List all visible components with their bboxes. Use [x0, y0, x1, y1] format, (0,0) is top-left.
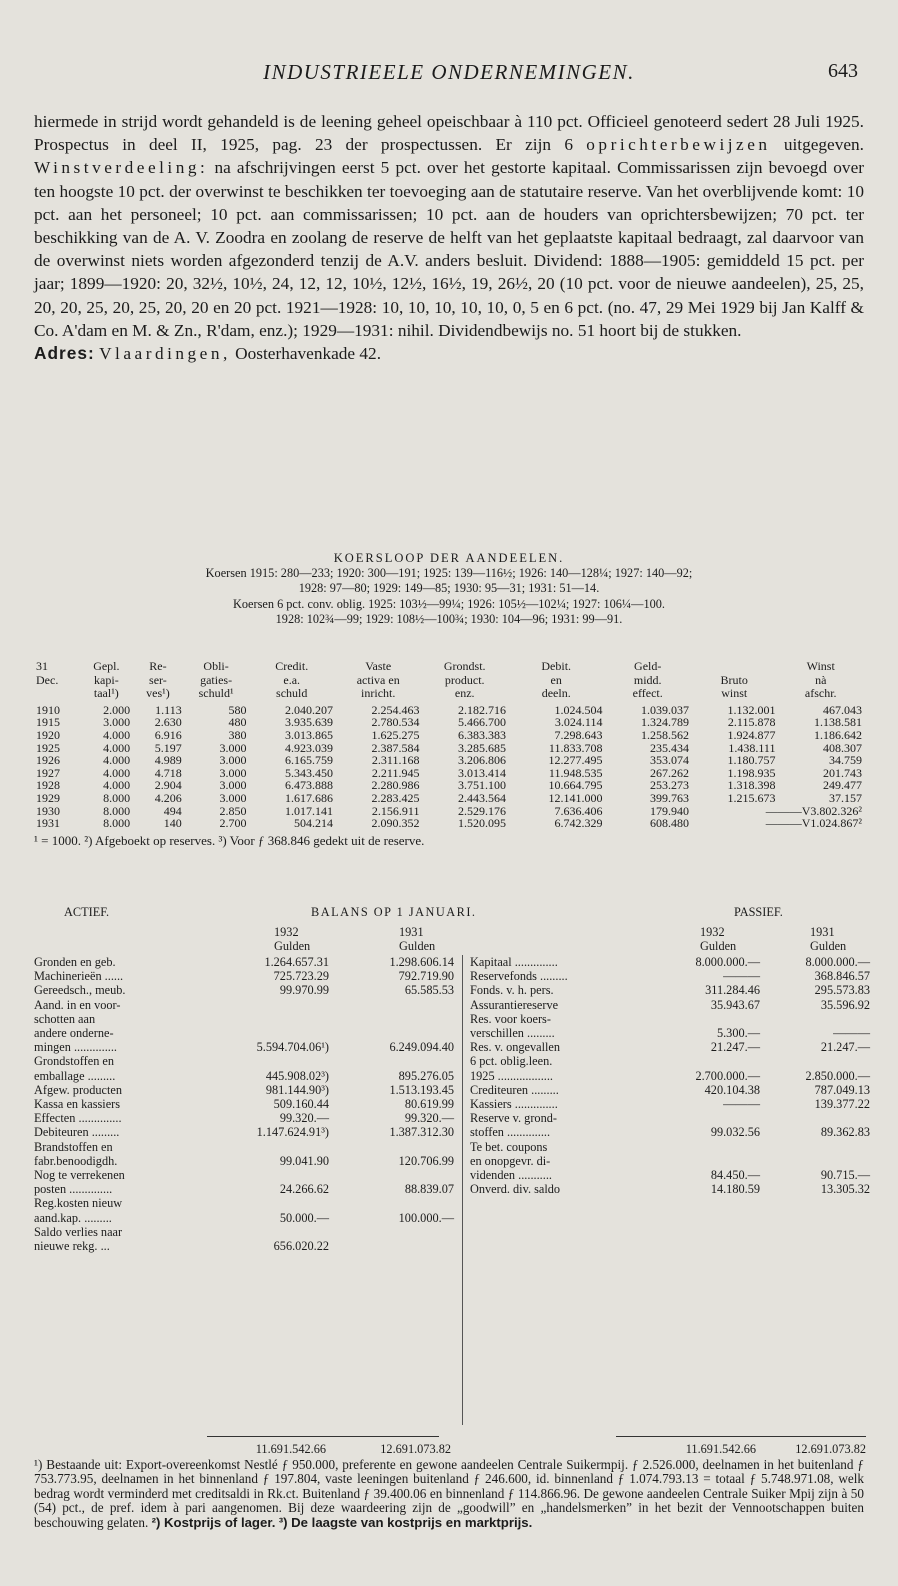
- table-cell: 1.215.673: [727, 790, 776, 805]
- table-cell: 179.940: [649, 803, 689, 818]
- balance-label: Debiteuren .........: [34, 1125, 120, 1140]
- table-row: [34, 805, 864, 818]
- column-header: schuld: [276, 686, 308, 701]
- table-cell: 4.718: [154, 765, 182, 780]
- address-line: [34, 342, 864, 365]
- balance-value-1931: 100.000.—: [398, 1210, 454, 1225]
- balance-row: [34, 1196, 462, 1224]
- column-header: Bruto: [720, 672, 748, 687]
- table-cell: 2.311.168: [371, 753, 420, 768]
- table-cell: 267.262: [649, 765, 689, 780]
- footnote-note: ²) Kostprijs of lager.: [151, 1514, 276, 1530]
- passief-label: PASSIEF.: [734, 905, 783, 919]
- balance-value-1931: 1.387.312.30: [389, 1125, 454, 1140]
- table-cell: 2.850: [219, 803, 247, 818]
- table-cell: 1.924.877: [727, 727, 776, 742]
- table-cell: 2.630: [154, 715, 182, 730]
- text-segment: hiermede in strijd wordt gehandeld is de leening geheel opeischbaar à 110 pct. Officieel genoteerd sedert 28 Juli 1925. Prospectus in deel II, 1925, pag. 23 der prospectussen. Er zijn 6: [34, 112, 864, 155]
- table-cell: 3.935.639: [284, 715, 333, 730]
- table-cell: 3.013.414: [457, 765, 506, 780]
- balance-value-1932: 8.000.000.—: [695, 955, 760, 969]
- table-cell: 1926: [36, 753, 60, 768]
- table-cell: 2.000: [103, 702, 131, 717]
- balance-value-1932: 1.264.657.31: [264, 955, 329, 969]
- balance-value-1932: 99.041.90: [279, 1153, 329, 1168]
- table-cell: 11.948.535: [548, 765, 603, 780]
- table-row: [34, 701, 864, 717]
- table-cell: 2.211.945: [371, 765, 420, 780]
- column-header: Grondst.: [443, 659, 486, 673]
- table-cell: 2.156.911: [371, 803, 420, 818]
- footnote-text: ¹) Bestaande uit: Export-overeenkomst Nestlé ƒ 950.000, preferente en gewone aandeelen Centrale Suikermpij. ƒ 2.526.000, deelnamen in het buitenland ƒ 753.773.95, deelnamen in het binnenland ƒ 197.804, vaste leeningen buitenland ƒ 246.600, id. binnenland ƒ 1.074.793.13 = totaal ƒ 5.748.971.08, welk bedrag wordt verminderd met creditsaldi in Rk.ct. Buitenland ƒ 39.400.06 en binnenland ƒ 114.866.96. De gewone aandeelen Centrale Suiker Mpij zijn à 50 (54) pct., de pref. idem à pari aangenomen. Bij deze waardeering zijn de „goodwill” en „handelsmerken” in het bezit der Vennootschappen buiten beschouwing gelaten.: [34, 1457, 864, 1530]
- balance-label: Brandstoffen en fabr.benoodigdh.: [34, 1139, 118, 1168]
- balance-row: [34, 1083, 462, 1097]
- table-cell: 1.017.141: [284, 803, 333, 818]
- table-cell: 8.000: [103, 790, 131, 805]
- koersloop-title: KOERSLOOP DER AANDEELEN.: [333, 551, 565, 565]
- table-cell: 4.000: [103, 765, 131, 780]
- table-cell: 37.157: [829, 790, 862, 805]
- column-header: activa en: [356, 672, 400, 687]
- balance-value-1931: 21.247.—: [820, 1040, 870, 1055]
- table-cell: 3.751.100: [457, 778, 506, 793]
- balance-value-1932: 2.700.000.—: [695, 1068, 760, 1083]
- table-cell: 1.039.037: [640, 702, 689, 717]
- column-header: Credit.: [275, 659, 309, 673]
- total-value: 11.691.542.66: [255, 1442, 326, 1456]
- total-rule: [207, 1436, 439, 1437]
- balance-value-1932: 725.723.29: [273, 969, 329, 984]
- balance-row: [470, 1040, 870, 1055]
- footnote-note: ³) De laagste van kostprijs en marktprijs.: [278, 1514, 533, 1530]
- table-cell: 4.923.039: [284, 740, 333, 755]
- column-header: [691, 660, 778, 674]
- balance-label: Effecten ..............: [34, 1111, 122, 1126]
- column-header: afschr.: [804, 686, 837, 701]
- actief-label: ACTIEF.: [64, 905, 110, 919]
- table-cell: 140: [163, 816, 182, 831]
- table-cell: 8.000: [103, 803, 131, 818]
- column-header: effect.: [632, 686, 663, 701]
- balance-label: Kapitaal ..............: [470, 955, 558, 969]
- balance-label: Kassa en kassiers: [34, 1097, 121, 1112]
- balance-value-1931: 88.839.07: [404, 1182, 454, 1197]
- table-cell: 504.214: [293, 816, 333, 831]
- balance-title: BALANS OP 1 JANUARI.: [311, 905, 477, 919]
- address-street: Oosterhavenkade 42.: [235, 344, 382, 364]
- balance-value-1932: 656.020.22: [273, 1239, 329, 1254]
- balance-label: Saldo verlies naar nieuwe rekg. ...: [34, 1224, 123, 1254]
- table-cell: ———V1.024.867²: [765, 816, 862, 831]
- balance-value-1931: 1.513.193.45: [389, 1082, 454, 1097]
- body-text: [34, 110, 864, 365]
- table-cell: 3.013.865: [284, 727, 333, 742]
- balance-value-1931: 1.298.606.14: [389, 955, 454, 969]
- balance-label: Crediteuren .........: [470, 1082, 559, 1097]
- table-cell: 1929: [36, 790, 60, 805]
- balance-label: Gereedsch., meub.: [34, 983, 126, 998]
- balance-value-1932: 311.284.46: [705, 983, 760, 998]
- total-rule: [616, 1436, 866, 1437]
- year-header: 1932 Gulden: [700, 925, 737, 953]
- text-segment: na afschrijvingen eerst 5 pct. over het gestorte kapitaal. Commissarissen zijn bevoegd over ten hoogste 10 pct. der overwinst te beschikken ter toevoeging aan de statutaire reserve. Van het overblijvende komt: 10 pct. aan het personeel; 10 pct. aan commissarissen; 10 pct. aan de houders van oprichtersbewijzen; 70 pct. ter beschikking van de A. V. Zoodra en zoolang de reserve de helft van het geplaatste kapitaal bedraagt, zal daarvoor van de overwinst niets worden afgezonderd tenzij de A.V. anders besluit. Dividend: 1888—1905: gemiddeld 15 pct. per jaar; 1899—1920: 20, 32½, 10½, 24, 12, 12, 10½, 12½, 16½, 19, 26½, 20 (10 pct. voor de nieuwe aandeelen), 25, 25, 20, 20, 25, 20, 25, 20, 20 en 20 pct. 1921—1928: 10, 10, 10, 10, 10, 0, 5 en 6 pct. (no. 47, 29 Mei 1929 bij Jan Kalff & Co. A'dam en M. & Zn., R'dam, enz.); 1929—1931: nihil. Dividendbewijs no. 51 hoort bij de stukken.: [34, 158, 864, 340]
- table-cell: 1.258.562: [640, 727, 689, 742]
- balance-label: Nog te verrekenen posten ..............: [34, 1168, 125, 1197]
- table-cell: 408.307: [823, 740, 862, 755]
- table-cell: 6.916: [154, 727, 182, 742]
- table-cell: 1920: [36, 727, 60, 742]
- total-value: 12.691.073.82: [380, 1442, 451, 1456]
- balance-label: Machinerieën ......: [34, 969, 124, 984]
- table-notes: ¹ = 1000. ²) Afgeboekt op reserves. ³) Voor ƒ 368.846 gedekt uit de reserve.: [34, 832, 425, 848]
- table-cell: 249.477: [823, 778, 862, 793]
- table-cell: 5.197: [154, 740, 182, 755]
- column-header: midd.: [633, 672, 662, 687]
- balance-label: Res. v. ongevallen: [470, 1040, 561, 1055]
- balance-value-1931: 89.362.83: [820, 1125, 870, 1140]
- balance-sheet: [34, 905, 870, 1445]
- footnote: [34, 1458, 864, 1530]
- column-header: en: [550, 672, 562, 687]
- balance-value-1931: 35.596.92: [820, 997, 870, 1012]
- table-cell: 608.480: [649, 816, 689, 831]
- balance-value-1932: 981.144.90³): [265, 1082, 329, 1097]
- table-row: [34, 817, 864, 830]
- balance-value-1932: 84.450.—: [710, 1168, 760, 1183]
- table-cell: 1915: [36, 715, 60, 730]
- column-header: taal¹): [93, 686, 119, 701]
- column-header: ser-: [149, 672, 167, 687]
- table-cell: 7.636.406: [554, 803, 603, 818]
- spaced-term: Winstverdeeling:: [34, 158, 209, 178]
- balance-row: [470, 997, 870, 1012]
- balance-row: [34, 998, 462, 1055]
- koers-line: 1928: 102¾—99; 1929: 108½—100¾; 1930: 104—96; 1931: 99—91.: [275, 611, 623, 626]
- table-cell: 4.000: [103, 753, 131, 768]
- balance-label: Assurantiereserve: [470, 997, 559, 1012]
- balance-value-1931: 120.706.99: [398, 1153, 454, 1168]
- balance-value-1931: 787.049.13: [814, 1082, 870, 1097]
- balance-value-1931: 80.619.99: [404, 1097, 454, 1112]
- table-cell: 2.529.176: [457, 803, 506, 818]
- table-header-row: [34, 687, 864, 701]
- text-segment: uitgegeven.: [770, 135, 864, 155]
- table-cell: 12.277.495: [548, 753, 603, 768]
- balance-label: Te bet. coupons en onopgevr. di- videnden ...........: [470, 1139, 552, 1183]
- balance-value-1931: 8.000.000.—: [805, 955, 870, 969]
- balance-label: Reservefonds .........: [470, 969, 568, 984]
- balance-value-1932: 1.147.624.91³): [256, 1125, 329, 1140]
- column-header: nà: [815, 672, 827, 687]
- balance-value-1932: 509.160.44: [273, 1097, 329, 1112]
- balance-value-1932: 445.908.02³): [265, 1068, 329, 1083]
- table-cell: 1927: [36, 765, 60, 780]
- column-header: winst: [721, 686, 748, 701]
- column-header: [34, 687, 81, 701]
- table-cell: 1.198.935: [727, 765, 776, 780]
- table-cell: 2.443.564: [457, 790, 506, 805]
- table-row: [34, 754, 864, 767]
- balance-value-1931: 65.585.53: [404, 983, 454, 998]
- balance-label: Afgew. producten: [34, 1082, 122, 1097]
- table-cell: 4.000: [103, 740, 131, 755]
- balance-row: [34, 969, 462, 983]
- balance-row: [470, 1054, 870, 1083]
- balance-value-1931: 139.377.22: [814, 1097, 870, 1112]
- table-cell: 1.625.275: [371, 727, 420, 742]
- table-header-row: [34, 674, 864, 688]
- table-cell: 2.182.716: [457, 702, 506, 717]
- balance-value-1932: 420.104.38: [704, 1082, 760, 1097]
- table-cell: 1.113: [155, 702, 182, 717]
- table-cell: 1.186.642: [814, 727, 862, 742]
- table-cell: 1.520.095: [457, 816, 506, 831]
- table-cell: 3.285.685: [457, 740, 506, 755]
- table-cell: 2.904: [154, 778, 182, 793]
- table-header-row: [34, 660, 864, 674]
- year-header: 1931 Gulden: [810, 925, 847, 953]
- balance-value-1932: 99.320.—: [279, 1111, 329, 1126]
- balance-row: [34, 1097, 462, 1111]
- column-header: Geld-: [634, 659, 662, 673]
- balance-label: Reserve v. grond- stoffen ..............: [470, 1111, 557, 1140]
- balance-value-1931: 295.573.83: [814, 983, 870, 998]
- table-cell: 1.318.398: [727, 778, 776, 793]
- balance-label: Onverd. div. saldo: [470, 1182, 561, 1197]
- balance-value-1932: 5.594.704.06¹): [256, 1040, 329, 1055]
- table-cell: 4.000: [103, 727, 131, 742]
- balance-value-1932: 5.300.—: [716, 1026, 760, 1041]
- balance-value-1932: 50.000.—: [279, 1210, 329, 1225]
- balance-label: Fonds. v. h. pers.: [470, 983, 554, 998]
- balance-row: [34, 1140, 462, 1168]
- balance-row: [34, 1125, 462, 1139]
- table-cell: 3.000: [219, 778, 247, 793]
- table-cell: 11.833.708: [548, 740, 603, 755]
- table-cell: 10.664.795: [548, 778, 603, 793]
- column-header: Debit.: [541, 659, 572, 673]
- balance-row: [34, 1054, 462, 1082]
- table-cell: 201.743: [823, 765, 862, 780]
- balance-year-header: [34, 925, 864, 955]
- table-cell: 6.165.759: [284, 753, 333, 768]
- koers-line: 1928: 97—80; 1929: 149—85; 1930: 95—31; 1931: 51—14.: [298, 581, 600, 596]
- column-header: Winst: [806, 659, 835, 673]
- table-cell: 2.115.878: [727, 715, 776, 730]
- table-cell: 3.000: [219, 765, 247, 780]
- table-cell: 580: [228, 702, 247, 717]
- table-cell: 1.132.001: [727, 702, 776, 717]
- column-header: Dec.: [36, 672, 59, 687]
- balance-value-1931: 2.850.000.—: [805, 1068, 870, 1083]
- passief-list: [470, 955, 870, 1197]
- spaced-term: oprichterbewijzen: [586, 135, 771, 155]
- table-cell: 4.989: [154, 753, 182, 768]
- table-cell: 1910: [36, 702, 60, 717]
- balance-label: 6 pct. oblig.leen. 1925 ..................: [470, 1054, 554, 1083]
- table-cell: 2.254.463: [371, 702, 420, 717]
- table-row: [34, 792, 864, 805]
- table-cell: 6.473.888: [284, 778, 333, 793]
- table-cell: ———V3.802.326²: [765, 803, 862, 818]
- balance-row: [470, 1011, 870, 1041]
- table-cell: 1.438.111: [728, 740, 776, 755]
- year-header: 1932 Gulden: [274, 925, 311, 953]
- balance-row: [34, 1111, 462, 1125]
- balance-value-1932: ———: [723, 1097, 760, 1112]
- balance-totals: [34, 1442, 864, 1458]
- column-header: Vaste: [365, 659, 392, 673]
- paragraph: [34, 110, 864, 342]
- balance-row: [34, 1225, 462, 1253]
- balance-row: [34, 1168, 462, 1196]
- table-cell: 2.780.534: [371, 715, 420, 730]
- column-header: Obli-: [203, 659, 229, 673]
- column-header: kapi-: [94, 672, 119, 687]
- table-cell: 3.000: [219, 753, 247, 768]
- column-header: schuld¹: [198, 686, 234, 701]
- table-cell: 8.000: [103, 816, 131, 831]
- table-cell: 2.700: [219, 816, 247, 831]
- table-cell: 399.763: [649, 790, 689, 805]
- balance-label: Aand. in en voor- schotten aan andere onderne- mingen ..............: [34, 997, 121, 1055]
- koers-line: Koersen 1915: 280—233; 1920: 300—191; 1925: 139—116½; 1926: 140—128¼; 1927: 140—92;: [205, 566, 693, 581]
- table-cell: 380: [228, 727, 247, 742]
- balance-row: [470, 983, 870, 998]
- financial-table: [34, 660, 864, 849]
- balance-row: [34, 955, 462, 969]
- table-cell: 34.759: [829, 753, 862, 768]
- table-cell: 4.206: [154, 790, 182, 805]
- address-city: Vlaardingen,: [99, 344, 231, 364]
- table-cell: 6.742.329: [554, 816, 603, 831]
- year-header: 1931 Gulden: [399, 925, 436, 953]
- column-header: e.a.: [283, 672, 301, 687]
- table-cell: 494: [163, 803, 182, 818]
- column-header: gaties-: [200, 672, 233, 687]
- page-number: 643: [828, 60, 858, 82]
- column-header: enz.: [454, 686, 475, 701]
- balance-row: [470, 1111, 870, 1140]
- koersloop-section: [34, 551, 864, 627]
- table-cell: 6.383.383: [457, 727, 506, 742]
- table-cell: 1.138.581: [814, 715, 862, 730]
- balance-label: Reg.kosten nieuw aand.kap. .........: [34, 1196, 123, 1225]
- balance-header: [34, 905, 864, 925]
- table-cell: 3.000: [219, 790, 247, 805]
- column-header: deeln.: [541, 686, 571, 701]
- balance-label: Res. voor koers- verschillen .........: [470, 1011, 555, 1041]
- financial-table-grid: [34, 660, 864, 830]
- actief-list: [34, 955, 463, 1425]
- table-cell: 3.024.114: [554, 715, 603, 730]
- balance-row: [34, 983, 462, 997]
- balance-value-1932: 35.943.67: [710, 997, 760, 1012]
- total-value: 12.691.073.82: [795, 1442, 866, 1456]
- table-cell: 2.280.986: [371, 778, 420, 793]
- balance-value-1932: 99.032.56: [710, 1125, 760, 1140]
- column-header: 31: [36, 659, 48, 673]
- total-value: 11.691.542.66: [685, 1442, 756, 1456]
- column-header: inricht.: [361, 686, 396, 701]
- balance-value-1931: ———: [833, 1026, 870, 1041]
- table-cell: 2.090.352: [371, 816, 420, 831]
- balance-value-1931: 6.249.094.40: [389, 1040, 454, 1055]
- balance-label: Kassiers ..............: [470, 1097, 558, 1112]
- table-cell: 1925: [36, 740, 60, 755]
- balance-row: [470, 955, 870, 969]
- table-cell: 1930: [36, 803, 60, 818]
- balance-value-1932: 21.247.—: [710, 1040, 760, 1055]
- table-cell: 7.298.643: [554, 727, 603, 742]
- column-header: ves¹): [146, 686, 170, 701]
- table-cell: 353.074: [649, 753, 689, 768]
- table-cell: 12.141.000: [548, 790, 603, 805]
- table-cell: 480: [228, 715, 247, 730]
- column-header: Re-: [149, 659, 167, 673]
- balance-value-1931: 895.276.05: [398, 1068, 454, 1083]
- balance-label: Gronden en geb.: [34, 955, 116, 969]
- table-cell: 1.324.789: [640, 715, 689, 730]
- column-header: Gepl.: [93, 659, 120, 673]
- balance-value-1932: 24.266.62: [279, 1182, 329, 1197]
- table-cell: 253.273: [649, 778, 689, 793]
- column-header: product.: [444, 672, 485, 687]
- address-label: Adres:: [34, 343, 95, 364]
- table-cell: 1928: [36, 778, 60, 793]
- table-cell: 2.387.584: [371, 740, 420, 755]
- balance-value-1931: 368.846.57: [814, 969, 870, 984]
- table-cell: 3.206.806: [457, 753, 506, 768]
- balance-value-1931: 99.320.—: [404, 1111, 454, 1126]
- koers-line: Koersen 6 pct. conv. oblig. 1925: 103½—99¼; 1926: 105½—102¼; 1927: 106¼—100.: [233, 596, 665, 611]
- table-cell: 235.434: [649, 740, 689, 755]
- table-row: [34, 729, 864, 742]
- balance-row: [470, 1139, 870, 1183]
- balance-value-1931: 90.715.—: [820, 1168, 870, 1183]
- table-cell: 1931: [36, 816, 60, 831]
- table-cell: 1.617.686: [284, 790, 333, 805]
- table-cell: 2.283.425: [371, 790, 420, 805]
- balance-row: [470, 1182, 870, 1197]
- balance-label: Grondstoffen en emballage .........: [34, 1054, 116, 1083]
- balance-row: [470, 1082, 870, 1097]
- balance-value-1931: 792.719.90: [398, 969, 454, 984]
- balance-value-1931: 13.305.32: [820, 1182, 870, 1197]
- table-cell: 467.043: [823, 702, 862, 717]
- table-cell: 3.000: [219, 740, 247, 755]
- balance-row: [470, 969, 870, 984]
- balance-value-1932: 14.180.59: [710, 1182, 760, 1197]
- balance-value-1932: ———: [723, 969, 760, 984]
- balance-value-1932: 99.970.99: [279, 983, 329, 998]
- table-cell: 5.466.700: [457, 715, 506, 730]
- table-cell: 2.040.207: [284, 702, 333, 717]
- running-head: [0, 58, 898, 92]
- table-cell: 3.000: [103, 715, 131, 730]
- table-cell: 1.024.504: [554, 702, 603, 717]
- page-title: INDUSTRIEELE ONDERNEMINGEN.: [263, 60, 635, 84]
- table-cell: 4.000: [103, 778, 131, 793]
- table-cell: 5.343.450: [284, 765, 333, 780]
- balance-row: [470, 1097, 870, 1112]
- table-cell: 1.180.757: [727, 753, 776, 768]
